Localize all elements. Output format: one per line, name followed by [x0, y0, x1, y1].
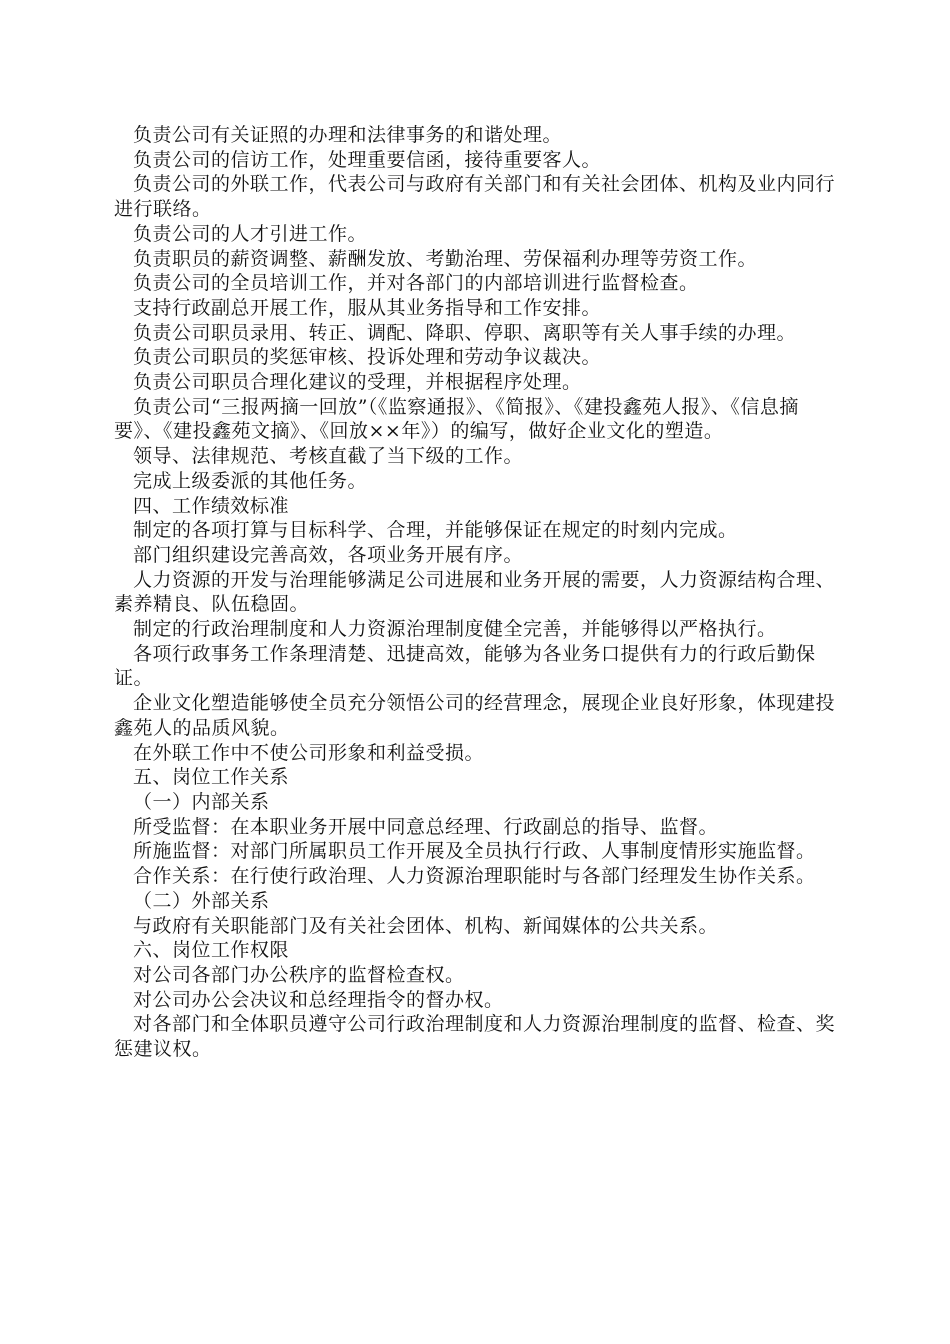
- section-heading: 六、岗位工作权限: [133, 939, 290, 962]
- subsection-heading: （二）外部关系: [133, 889, 270, 912]
- paragraph: 负责公司的外联工作，代表公司与政府有关部门和有关社会团体、机构及业内同行进行联络。: [114, 173, 836, 221]
- paragraph: 负责公司的人才引进工作。: [133, 222, 368, 245]
- paragraph: 对公司办公会决议和总经理指令的督办权。: [133, 988, 504, 1011]
- paragraph: 部门组织建设完善高效，各项业务开展有序。: [133, 543, 524, 566]
- document-body: [114, 123, 836, 1062]
- paragraph: 在外联工作中不使公司形象和利益受损。: [133, 741, 485, 764]
- section-heading: 四、工作绩效标准: [133, 494, 290, 517]
- paragraph: 负责公司职员录用、转正、调配、降职、停职、离职等有关人事手续的办理。: [133, 321, 797, 344]
- paragraph: 负责职员的薪资调整、薪酬发放、考勤治理、劳保福利办理等劳资工作。: [133, 247, 758, 270]
- paragraph: 对公司各部门办公秩序的监督检查权。: [133, 963, 465, 986]
- paragraph: 负责公司的信访工作，处理重要信函，接待重要客人。: [133, 148, 602, 171]
- paragraph: 完成上级委派的其他任务。: [133, 469, 368, 492]
- paragraph: 各项行政事务工作条理清楚、迅捷高效，能够为各业务口提供有力的行政后勤保证。: [114, 642, 816, 690]
- paragraph: 合作关系：在行使行政治理、人力资源治理职能时与各部门经理发生协作关系。: [133, 865, 816, 888]
- paragraph: 企业文化塑造能够使全员充分领悟公司的经营理念，展现企业良好形象，体现建投鑫苑人的品质风貌。: [114, 692, 836, 739]
- paragraph: 制定的各项打算与目标科学、合理，并能够保证在规定的时刻内完成。: [133, 519, 738, 542]
- paragraph: 负责公司职员合理化建议的受理，并根据程序处理。: [133, 371, 582, 394]
- paragraph: 负责公司“三报两摘一回放”（《监察通报》、《简报》、《建投鑫苑人报》、《信息摘要》、《建投鑫苑文摘》、《回放××年》）的编写，做好企业文化的塑造。: [114, 395, 799, 443]
- subsection-heading: （一）内部关系: [133, 790, 270, 813]
- paragraph: 制定的行政治理制度和人力资源治理制度健全完善，并能够得以严格执行。: [133, 618, 777, 641]
- section-heading: 五、岗位工作关系: [133, 766, 290, 789]
- paragraph: 人力资源的开发与治理能够满足公司进展和业务开展的需要，人力资源结构合理、素养精良、队伍稳固。: [114, 568, 836, 616]
- paragraph: 所施监督：对部门所属职员工作开展及全员执行行政、人事制度情形实施监督。: [133, 840, 816, 863]
- paragraph: 支持行政副总开展工作，服从其业务指导和工作安排。: [133, 296, 602, 319]
- paragraph: 对各部门和全体职员遵守公司行政治理制度和人力资源治理制度的监督、检查、奖惩建议权。: [114, 1013, 836, 1061]
- paragraph: 所受监督：在本职业务开展中同意总经理、行政副总的指导、监督。: [133, 815, 719, 838]
- paragraph: 负责公司有关证照的办理和法律事务的和谐处理。: [133, 124, 563, 146]
- paragraph: 领导、法律规范、考核直截了当下级的工作。: [133, 445, 524, 468]
- paragraph: 与政府有关职能部门及有关社会团体、机构、新闻媒体的公共关系。: [133, 914, 719, 937]
- paragraph: 负责公司的全员培训工作，并对各部门的内部培训进行监督检查。: [133, 272, 699, 295]
- paragraph: 负责公司职员的奖惩审核、投诉处理和劳动争议裁决。: [133, 346, 602, 369]
